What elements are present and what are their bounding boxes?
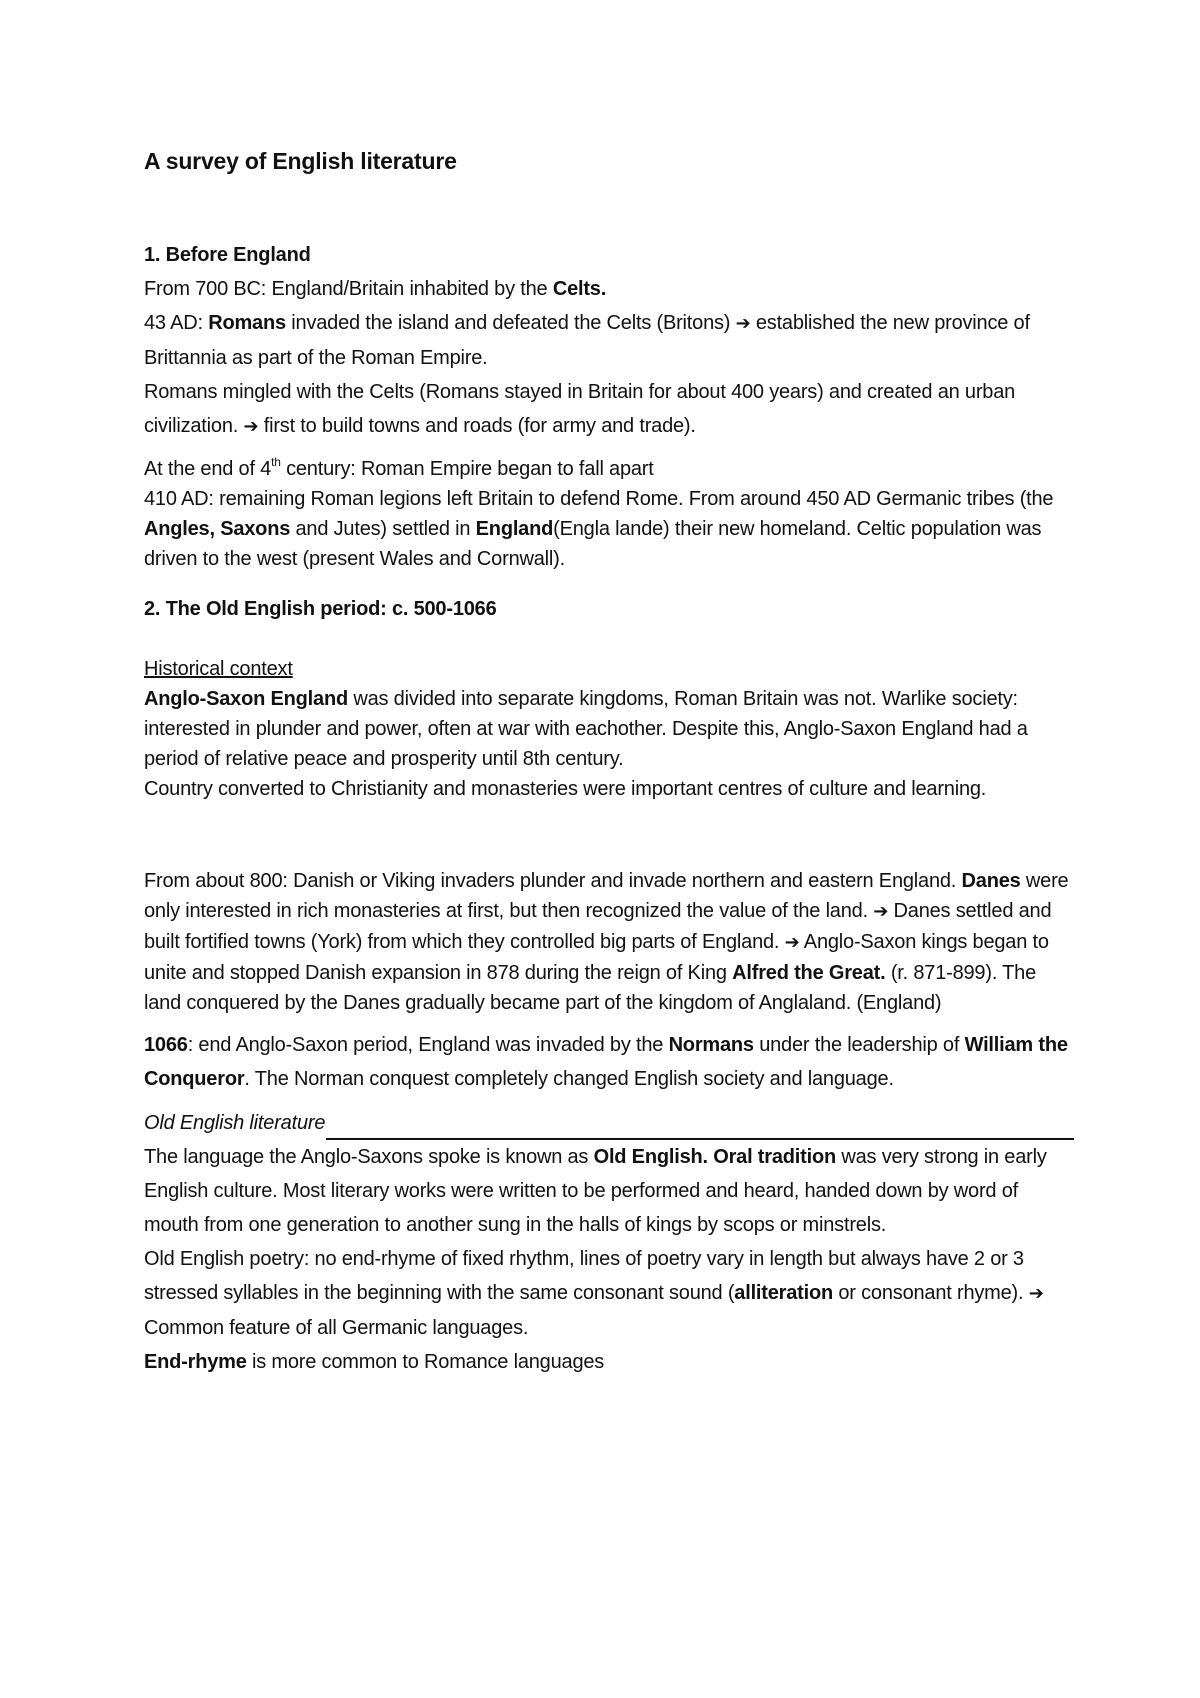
- bold-term: William the Conqueror: [144, 1034, 1068, 1090]
- text-run: 43 AD:: [144, 312, 209, 334]
- text-run: At the end of 4: [144, 458, 272, 480]
- bold-term: Old English.: [593, 1146, 708, 1168]
- text-run: (r. 871-899). The land conquered by the Danes gradually became part of the kingdom of Anglaland. (England): [144, 962, 1037, 1014]
- text-run: under the leadership of: [753, 1034, 965, 1056]
- bold-term: Celts.: [552, 278, 607, 300]
- paragraph-roman-fall: [144, 454, 1074, 574]
- text-run: : end Anglo-Saxon period, England was invaded by the: [187, 1034, 669, 1056]
- spacer: [144, 1018, 1074, 1028]
- text-run: From about 800: Danish or Viking invaders plunder and invade northern and eastern England.: [144, 870, 962, 892]
- text-run: . The Norman conquest completely changed English society and language.: [244, 1068, 894, 1090]
- paragraph-anglo-saxon-england: [144, 684, 1074, 774]
- subheading-text: Old English literature: [144, 1112, 326, 1134]
- spacer: [144, 626, 1074, 654]
- text-run: The language the Anglo-Saxons spoke is known as: [144, 1146, 594, 1168]
- text-run: Anglo-Saxon kings began to unite and stopped Danish expansion in 878 during the reign of King: [144, 931, 1049, 984]
- text-run: Common feature of all Germanic languages.: [144, 1317, 529, 1339]
- spacer: [144, 1096, 1074, 1106]
- text-run: invaded the island and defeated the Celts (Britons): [285, 312, 736, 334]
- text-run: was very strong in early English culture. Most literary works were written to be performed and heard, handed down by word of mouth from one generation to another sung in the halls of kings by scops or minstrels.: [144, 1146, 1047, 1236]
- paragraph-romans-invasion: [144, 306, 1074, 375]
- bold-term: 1066: [144, 1034, 188, 1056]
- text-run: From 700 BC: England/Britain inhabited by the: [144, 278, 553, 300]
- text-run: or consonant rhyme).: [833, 1282, 1029, 1304]
- bold-term: Alfred the Great.: [732, 962, 886, 984]
- heading-rule: [326, 1114, 1074, 1140]
- text-run: Old English poetry: no end-rhyme of fixed rhythm, lines of poetry vary in length but always have 2 or 3 stressed syllables in the beginning with the same consonant sound (: [144, 1248, 1024, 1304]
- bold-term: Romans: [208, 312, 286, 334]
- text-run: century: Roman Empire began to fall apart: [280, 458, 654, 480]
- bold-term: alliteration: [734, 1282, 834, 1304]
- text-run: 410 AD: remaining Roman legions left Britain to defend Rome. From around 450 AD Germanic tribes (the: [144, 488, 1054, 510]
- page-title: A survey of English literature: [144, 148, 457, 174]
- text-run: Danes settled and built fortified towns (York) from which they controlled big parts of England.: [144, 900, 1052, 953]
- bold-term: Angles, Saxons: [144, 518, 291, 540]
- section-heading-before-england: 1. Before England: [144, 244, 311, 266]
- paragraph-celts: [144, 272, 1074, 306]
- text-run: and Jutes) settled in: [290, 518, 476, 540]
- arrow-right-icon: ➔: [735, 313, 751, 334]
- arrow-right-icon: ➔: [243, 416, 259, 437]
- spacer: [144, 574, 1074, 592]
- paragraph-danes: [144, 866, 1074, 1018]
- subheading-historical-context: Historical context: [144, 658, 293, 680]
- document-body: [144, 146, 1074, 1379]
- bold-term: Danes: [961, 870, 1021, 892]
- bold-term: England: [475, 518, 554, 540]
- text-run: was divided into separate kingdoms, Roman Britain was not. Warlike society: interested in plunder and power, often at war with eachother. Despite this, Anglo-Saxon England had a period of relative peace and prosperity until 8th century.: [144, 688, 1028, 770]
- text-run: is more common to Romance languages: [246, 1351, 605, 1373]
- paragraph-christianity: Country converted to Christianity and monasteries were important centres of culture and learning.: [144, 778, 987, 800]
- paragraph-end-rhyme: [144, 1345, 1074, 1379]
- spacer: [144, 444, 1074, 454]
- arrow-right-icon: ➔: [784, 932, 800, 953]
- arrow-right-icon: ➔: [1028, 1283, 1044, 1304]
- bold-term: End-rhyme: [144, 1351, 247, 1373]
- bold-term: Normans: [668, 1034, 754, 1056]
- paragraph-romans-mingled: [144, 375, 1074, 444]
- paragraph-normans: [144, 1028, 1074, 1096]
- arrow-right-icon: ➔: [873, 901, 889, 922]
- text-run: first to build towns and roads (for army and trade).: [258, 415, 696, 437]
- subheading-old-english-literature: [144, 1106, 1074, 1140]
- paragraph-oral-tradition: [144, 1140, 1074, 1242]
- spacer: [144, 804, 1074, 866]
- text-run: (Engla lande) their new homeland. Celtic population was driven to the west (present Wales and Cornwall).: [144, 518, 1042, 570]
- text-run: Romans mingled with the Celts (Romans stayed in Britain for about 400 years) and created an urban civilization.: [144, 381, 1016, 437]
- bold-term: Anglo-Saxon England: [144, 688, 348, 710]
- section-heading-old-english-period: 2. The Old English period: c. 500-1066: [144, 598, 497, 620]
- text-run: established the new province of Brittannia as part of the Roman Empire.: [144, 312, 1030, 369]
- superscript: th: [271, 455, 281, 470]
- bold-term: Oral tradition: [713, 1146, 837, 1168]
- paragraph-old-english-poetry: [144, 1242, 1074, 1345]
- text-run: were only interested in rich monasteries at first, but then recognized the value of the land.: [144, 870, 1069, 922]
